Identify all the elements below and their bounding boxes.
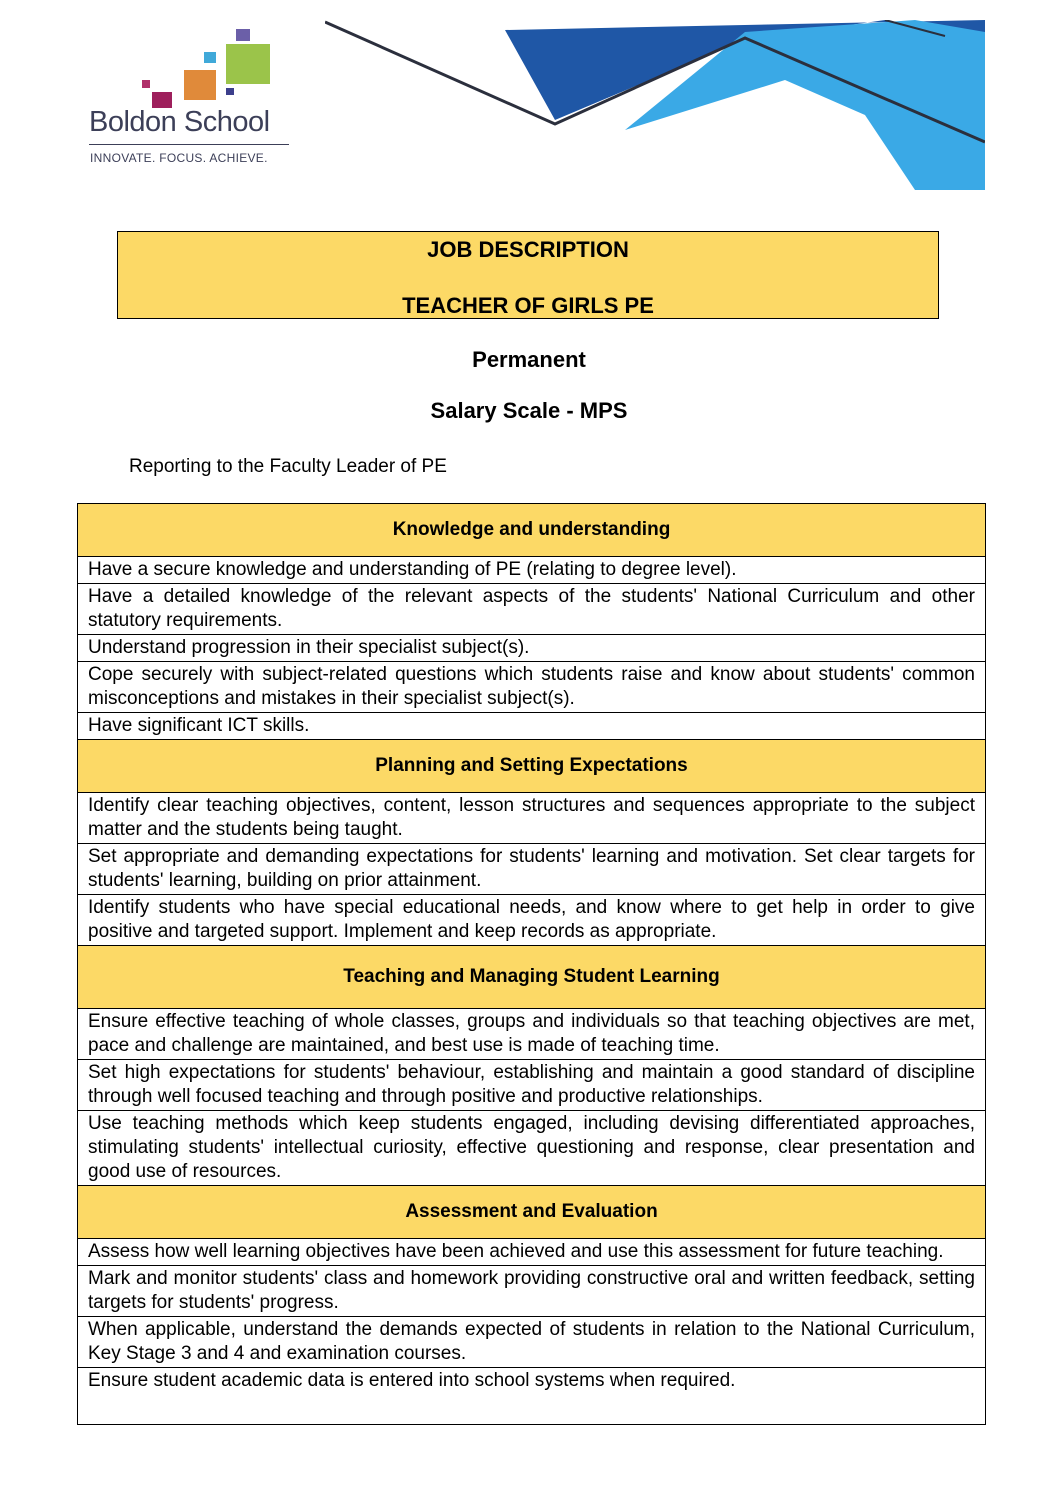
duty-item: Use teaching methods which keep students engaged, including devising differentiated approaches, stimulating students' intellectual curiosity, effective questioning and response, clear presentation and good use of resources. [78,1111,986,1186]
logo-square-orange [184,70,216,100]
duty-item: Assess how well learning objectives have been achieved and use this assessment for future teaching. [78,1239,986,1266]
table-row [78,895,986,946]
duty-item: Have significant ICT skills. [78,713,986,740]
section-header-row [78,740,986,793]
duty-item: Identify clear teaching objectives, content, lesson structures and sequences appropriate to the subject matter and the students being taught. [78,793,986,844]
table-row [78,844,986,895]
table-row [78,1111,986,1186]
duty-item: Identify students who have special educational needs, and know where to get help in order to give positive and targeted support. Implement and keep records as appropriate. [78,895,986,946]
reporting-line: Reporting to the Faculty Leader of PE [129,456,447,477]
duty-item: When applicable, understand the demands expected of students in relation to the National Curriculum, Key Stage 3 and 4 and examination courses. [78,1317,986,1368]
section-heading: Knowledge and understanding [78,504,986,557]
job-title: TEACHER OF GIRLS PE [402,293,654,318]
table-row [78,1317,986,1368]
duty-item: Understand progression in their specialist subject(s). [78,635,986,662]
logo-square-blue [204,52,216,63]
table-row [78,1009,986,1060]
duty-item: Have a detailed knowledge of the relevant aspects of the students' National Curriculum and other statutory requirements. [78,584,986,635]
table-row [78,584,986,635]
contract-type: Permanent [472,347,586,372]
table-row [78,1368,986,1425]
job-description-table [77,503,986,1425]
document-title: JOB DESCRIPTION [427,237,629,262]
section-heading: Teaching and Managing Student Learning [78,946,986,1009]
job-title-box [117,231,939,319]
duty-item: Mark and monitor students' class and homework providing constructive oral and written feedback, setting targets for students' progress. [78,1266,986,1317]
salary-scale: Salary Scale - MPS [430,398,628,423]
duty-item: Ensure effective teaching of whole classes, groups and individuals so that teaching objectives are met, pace and challenge are maintained, and best use is made of teaching time. [78,1009,986,1060]
logo-school-name: Boldon School [89,106,270,138]
logo-divider [89,144,289,145]
duty-item: Have a secure knowledge and understanding of PE (relating to degree level). [78,557,986,584]
table-row [78,557,986,584]
table-row [78,662,986,713]
section-heading: Planning and Setting Expectations [78,740,986,793]
duty-item: Set high expectations for students' behaviour, establishing and maintain a good standard of discipline through well focused teaching and through positive and productive relationships. [78,1060,986,1111]
logo-square-green [226,44,270,84]
table-row [78,1266,986,1317]
table-row [78,1239,986,1266]
section-header-row [78,504,986,557]
logo-square-pink [142,80,150,88]
duty-item: Set appropriate and demanding expectations for students' learning and motivation. Set clear targets for students' learning, building on prior attainment. [78,844,986,895]
duty-item: Cope securely with subject-related questions which students raise and know about students' common misconceptions and mistakes in their specialist subject(s). [78,662,986,713]
section-heading: Assessment and Evaluation [78,1186,986,1239]
table-row [78,793,986,844]
table-row [78,1060,986,1111]
logo-square-navy [226,88,234,95]
table-row [78,635,986,662]
duty-item: Ensure student academic data is entered into school systems when required. [78,1368,986,1425]
table-row [78,713,986,740]
header-swoosh-graphic [325,20,985,190]
logo-tagline: INNOVATE. FOCUS. ACHIEVE. [90,151,268,165]
school-logo [86,26,306,171]
section-header-row [78,1186,986,1239]
section-header-row [78,946,986,1009]
logo-square-purple [236,29,250,41]
